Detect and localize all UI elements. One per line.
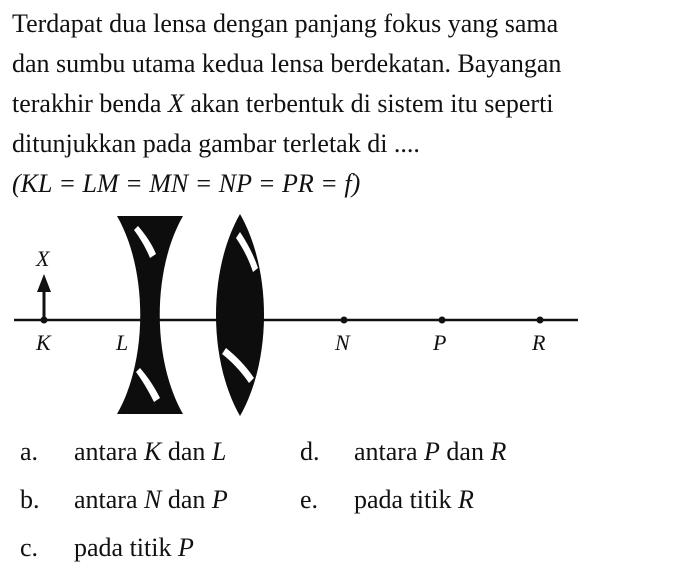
- question-text: [12, 4, 672, 164]
- option-c[interactable]: [20, 524, 194, 572]
- point-label-n: N: [335, 330, 350, 355]
- option-a-text: antara K dan L: [74, 437, 227, 466]
- option-d-letter: d.: [300, 437, 320, 466]
- given-distances: (KL = LM = MN = NP = PR = f): [12, 169, 361, 198]
- question-line-3-post: akan terbentuk di sistem itu seperti: [183, 89, 554, 118]
- option-c-letter: c.: [20, 533, 39, 562]
- option-a[interactable]: [20, 428, 300, 476]
- option-e[interactable]: [300, 476, 474, 524]
- option-a-letter: a.: [20, 437, 39, 466]
- option-b[interactable]: [20, 476, 300, 524]
- convex-lens: [216, 214, 264, 416]
- options-row-2: [20, 476, 670, 524]
- question-line-2: dan sumbu utama kedua lensa berdekatan. Bayangan: [12, 49, 562, 78]
- answer-options: [20, 428, 670, 572]
- lens-diagram: [0, 210, 685, 420]
- option-b-text: antara N dan P: [74, 485, 228, 514]
- question-line-3: [12, 84, 672, 124]
- option-e-letter: e.: [300, 485, 319, 514]
- question-line-4: ditunjukkan pada gambar terletak di ....: [12, 129, 420, 158]
- option-e-text: pada titik R: [354, 485, 474, 514]
- point-label-p: P: [433, 330, 447, 355]
- option-b-letter: b.: [20, 485, 40, 514]
- options-row-1: [20, 428, 670, 476]
- point-label-r: R: [532, 330, 546, 355]
- point-label-l: L: [116, 330, 129, 355]
- question-line-3-pre: terakhir benda: [12, 89, 168, 118]
- object-arrow: [37, 274, 51, 320]
- object-variable: X: [167, 89, 184, 118]
- option-c-text: pada titik P: [74, 533, 194, 562]
- option-d-text: antara P dan R: [354, 437, 507, 466]
- object-label: X: [36, 246, 50, 271]
- option-d[interactable]: [300, 428, 506, 476]
- point-label-k: K: [36, 330, 51, 355]
- concave-lens: [117, 216, 183, 414]
- options-row-3: [20, 524, 670, 572]
- question-line-1: Terdapat dua lensa dengan panjang fokus yang sama: [12, 9, 559, 38]
